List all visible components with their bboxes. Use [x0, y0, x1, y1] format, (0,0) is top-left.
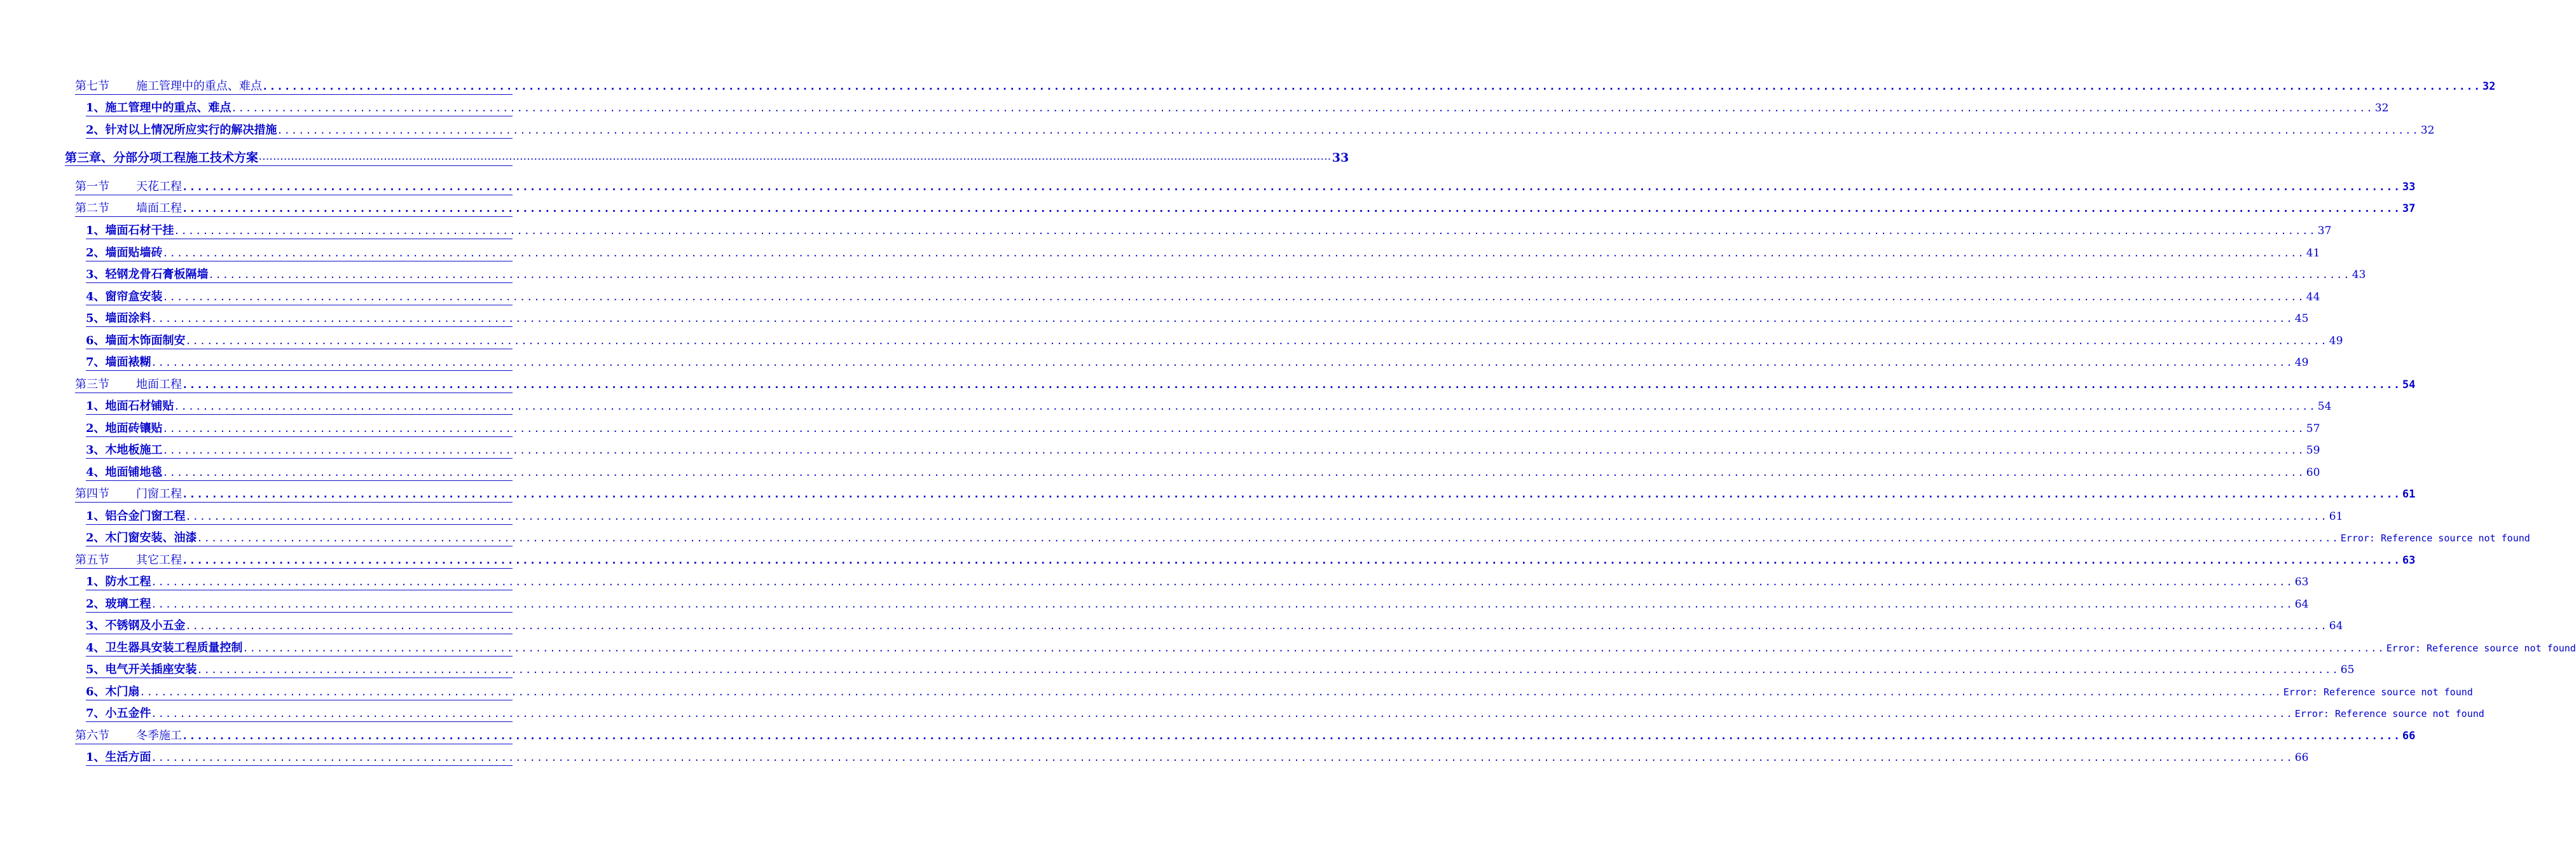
- toc-entry-title: 1、施工管理中的重点、难点: [86, 101, 231, 115]
- toc-leader-dots: ............................................................................................................................................................................................................................................................................................................: [151, 752, 2294, 763]
- toc-entry[interactable]: [86, 531, 2530, 546]
- toc-page-number: 45: [2294, 312, 2309, 325]
- toc-leader-dots: ............................................................................................................................................................................................................................................................................................................: [196, 532, 2339, 544]
- toc-entry-title: 7、墙面裱糊: [86, 356, 151, 369]
- toc-page-number: 61: [2402, 488, 2416, 501]
- toc-entry-title: 6、墙面木饰面制安: [86, 334, 186, 347]
- toc-page-number: 54: [2402, 379, 2416, 391]
- toc-section-title: 施工管理中的重点、难点: [136, 80, 262, 93]
- toc-page-number: 63: [2402, 554, 2416, 567]
- toc-entry[interactable]: [75, 553, 2416, 569]
- toc-entry-title: [75, 79, 262, 94]
- toc-entry-title: 5、电气开关插座安装: [86, 663, 197, 676]
- toc-entry-title: 2、墙面贴墙砖: [86, 246, 163, 260]
- toc-page-number: 61: [2329, 510, 2343, 523]
- toc-page-number: 33: [2402, 181, 2416, 193]
- toc-entry[interactable]: [86, 355, 2309, 371]
- toc-page-number: Error: Reference source not found: [2283, 686, 2473, 698]
- toc-leader-dots: ............................................................................................................................................................................................................................................................................................................: [162, 291, 2305, 303]
- toc-leader-dots: ............................................................................................................................................................................................................................................................................................................: [277, 125, 2420, 136]
- toc-page-number: 37: [2317, 225, 2332, 237]
- toc-leader-dots: ............................................................................................................................................................................................................................................................................................................: [185, 620, 2328, 632]
- toc-page-number: 41: [2306, 247, 2320, 260]
- toc-leader-dots: ............................................................................................................................................................................................................................................................................................................: [162, 467, 2305, 478]
- toc-section-title: 地面工程: [136, 378, 182, 391]
- toc-leader-dots: ............................................................................................................................................................................................................................................................................................................: [151, 576, 2294, 588]
- toc-page-number: 37: [2402, 202, 2416, 215]
- toc-page-number: 54: [2317, 400, 2332, 413]
- toc-entry[interactable]: [86, 421, 2320, 437]
- toc-entry[interactable]: [75, 179, 2416, 195]
- toc-entry[interactable]: [86, 685, 2473, 700]
- toc-entry-title: 4、地面铺地毯: [86, 466, 163, 479]
- toc-section-number: 第二节: [75, 202, 109, 215]
- toc-entry[interactable]: [86, 662, 2355, 678]
- toc-section-title: 冬季施工: [136, 729, 182, 742]
- toc-entry[interactable]: [86, 597, 2309, 613]
- toc-section-title: 墙面工程: [136, 202, 182, 215]
- toc-section-title: 门窗工程: [136, 487, 182, 501]
- toc-leader-dots: ............................................................................................................................................................................................................................................................................................................: [185, 511, 2328, 522]
- toc-leader-dots: ............................................................................................................................................................................................................................................................................................................: [196, 664, 2339, 676]
- toc-entry[interactable]: [86, 311, 2309, 327]
- toc-entry[interactable]: [86, 443, 2320, 459]
- toc-entry-title: 3、不锈钢及小五金: [86, 619, 186, 632]
- toc-section-number: 第一节: [75, 180, 109, 193]
- toc-entry[interactable]: [75, 79, 2496, 95]
- toc-entry[interactable]: [86, 509, 2343, 525]
- toc-entry-title: [75, 377, 182, 393]
- toc-section-number: 第四节: [75, 487, 109, 501]
- toc-page-number: 65: [2340, 664, 2355, 676]
- toc-leader-dots: ............................................................................................................................................................................................................................................................................................................: [182, 379, 2401, 391]
- toc-entry[interactable]: [86, 289, 2320, 305]
- toc-page-number: 32: [2420, 124, 2435, 137]
- toc-page-number: 64: [2329, 620, 2343, 632]
- toc-page-number: 49: [2329, 335, 2343, 347]
- toc-leader-dots: ............................................................................................................................................................................................................................................................................................................: [182, 202, 2401, 214]
- toc-leader-dots: ............................................................................................................................................................................................................................................................................................................: [262, 80, 2481, 92]
- toc-entry[interactable]: [86, 101, 2389, 116]
- toc-section-number: 第七节: [75, 80, 109, 93]
- toc-page-number: 57: [2306, 422, 2320, 435]
- toc-entry-title: 3、木地板施工: [86, 443, 163, 457]
- toc-page-number: 63: [2294, 576, 2309, 588]
- toc-page-number: 32: [2482, 80, 2496, 93]
- toc-leader-dots: ............................................................................................................................................................................................................................................................................................................: [182, 488, 2401, 500]
- toc-page-number: 44: [2306, 291, 2320, 303]
- toc-page-number: Error: Reference source not found: [2340, 532, 2530, 544]
- toc-leader-dots: ............................................................................................................................................................................................................................................................................................................: [151, 313, 2294, 324]
- toc-entry-title: [75, 201, 182, 216]
- toc-leader-dots: ............................................................................................................................................................................................................................................................................................................: [242, 643, 2385, 654]
- toc-entry[interactable]: [86, 750, 2309, 766]
- toc-leader-dots: ............................................................................................................................................................................................................................................................................................................: [139, 686, 2282, 698]
- toc-leader-dots: ............................................................................................................................................................................................................................................................................................................: [151, 599, 2294, 610]
- toc-page-number: Error: Reference source not found: [2386, 643, 2576, 654]
- toc-entry-title: 第三章、分部分项工程施工技术方案: [65, 151, 259, 165]
- toc-entry-title: [75, 487, 182, 502]
- toc-entry[interactable]: [86, 223, 2332, 239]
- toc-page-number: Error: Reference source not found: [2294, 708, 2484, 719]
- toc-entry[interactable]: [75, 201, 2416, 217]
- toc-entry-title: [75, 728, 182, 744]
- toc-section-title: 天花工程: [136, 180, 182, 193]
- toc-entry[interactable]: [75, 487, 2416, 503]
- toc-entry[interactable]: [86, 123, 2435, 139]
- toc-leader-dots: ............................................................................................................................................................................................................................................................................................................: [258, 153, 1331, 162]
- toc-entry[interactable]: [86, 267, 2366, 283]
- toc-entry[interactable]: [86, 465, 2320, 481]
- toc-entry[interactable]: [75, 377, 2416, 393]
- toc-entry-title: 6、木门扇: [86, 685, 140, 699]
- toc-section-number: 第六节: [75, 729, 109, 742]
- toc-page-number: 64: [2294, 598, 2309, 611]
- toc-entry-title: 7、小五金件: [86, 707, 151, 720]
- toc-entry-title: 2、木门窗安装、油漆: [86, 531, 197, 545]
- toc-entry[interactable]: [65, 150, 1349, 166]
- toc-entry[interactable]: [86, 246, 2320, 261]
- toc-leader-dots: ............................................................................................................................................................................................................................................................................................................: [182, 181, 2401, 193]
- toc-section-title: 其它工程: [136, 553, 182, 567]
- toc-leader-dots: ............................................................................................................................................................................................................................................................................................................: [162, 445, 2305, 456]
- toc-entry-title: 1、生活方面: [86, 751, 151, 764]
- toc-entry[interactable]: [75, 728, 2416, 744]
- toc-entry-title: [75, 553, 182, 568]
- toc-page-number: 43: [2352, 268, 2366, 281]
- toc-entry[interactable]: [86, 574, 2309, 590]
- toc-leader-dots: ............................................................................................................................................................................................................................................................................................................: [174, 401, 2317, 412]
- toc-page-number: 59: [2306, 444, 2320, 457]
- toc-entry-title: 4、窗帘盒安装: [86, 290, 163, 303]
- toc-leader-dots: ............................................................................................................................................................................................................................................................................................................: [185, 335, 2328, 347]
- toc-entry[interactable]: [86, 641, 2576, 657]
- toc-page-number: 33: [1332, 151, 1349, 165]
- toc-entry-title: 3、轻钢龙骨石膏板隔墙: [86, 268, 209, 281]
- toc-entry[interactable]: [86, 399, 2332, 415]
- toc-page-number: 60: [2306, 466, 2320, 479]
- toc-section-number: 第三节: [75, 378, 109, 391]
- toc-leader-dots: ............................................................................................................................................................................................................................................................................................................: [162, 423, 2305, 434]
- toc-leader-dots: ............................................................................................................................................................................................................................................................................................................: [174, 225, 2317, 237]
- toc-leader-dots: ............................................................................................................................................................................................................................................................................................................: [231, 102, 2374, 114]
- toc-entry-title: 4、卫生器具安装工程质量控制: [86, 641, 243, 655]
- toc-entry-title: 2、地面砖镶贴: [86, 422, 163, 435]
- toc-leader-dots: ............................................................................................................................................................................................................................................................................................................: [162, 247, 2305, 259]
- toc-entry-title: [75, 179, 182, 195]
- toc-entry-title: 1、地面石材铺贴: [86, 400, 174, 413]
- toc-leader-dots: ............................................................................................................................................................................................................................................................................................................: [151, 357, 2294, 368]
- toc-section-number: 第五节: [75, 553, 109, 567]
- toc-entry[interactable]: [86, 618, 2343, 634]
- toc-entry-title: 5、墙面涂料: [86, 312, 151, 325]
- toc-leader-dots: ............................................................................................................................................................................................................................................................................................................: [151, 708, 2294, 719]
- toc-leader-dots: ............................................................................................................................................................................................................................................................................................................: [208, 269, 2351, 281]
- toc-entry-title: 1、墙面石材干挂: [86, 224, 174, 237]
- toc-entry-title: 2、针对以上情况所应实行的解决措施: [86, 123, 277, 137]
- toc-page-number: 49: [2294, 356, 2309, 369]
- toc-entry[interactable]: [86, 706, 2484, 722]
- toc-entry-title: 2、玻璃工程: [86, 597, 151, 611]
- toc-entry-title: 1、防水工程: [86, 575, 151, 588]
- toc-page-number: 66: [2294, 751, 2309, 764]
- toc-page-number: 66: [2402, 730, 2416, 742]
- toc-leader-dots: ............................................................................................................................................................................................................................................................................................................: [182, 554, 2401, 566]
- toc-entry-title: 1、铝合金门窗工程: [86, 510, 186, 523]
- toc-entry[interactable]: [86, 333, 2343, 349]
- toc-leader-dots: ............................................................................................................................................................................................................................................................................................................: [182, 730, 2401, 742]
- toc-page-number: 32: [2374, 102, 2389, 115]
